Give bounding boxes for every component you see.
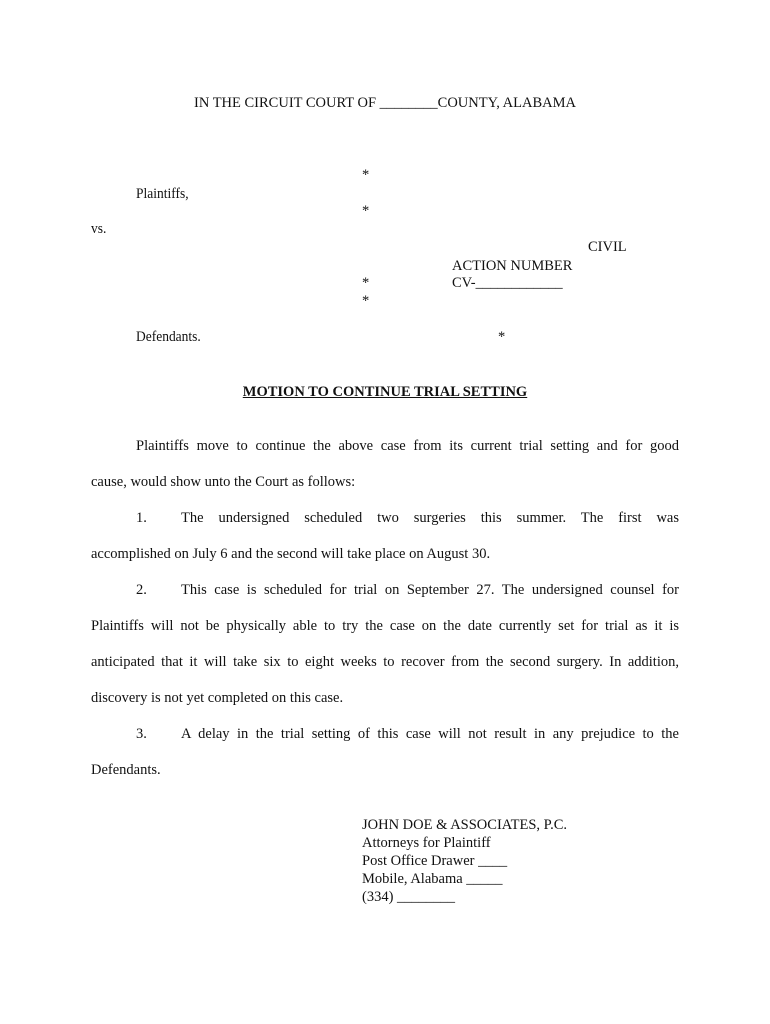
paragraph-text: accomplished on July 6 and the second will take place on August 30. [91,546,491,562]
paragraph-text: discovery is not yet completed on this case. [91,690,344,706]
versus-label: vs. [91,221,107,237]
caption-asterisk: * [362,203,370,219]
caption-asterisk: * [362,293,370,309]
caption-asterisk: * [362,167,370,183]
intro-line: cause, would show unto the Court as follows: [91,474,356,490]
caption-asterisk: * [498,329,506,345]
paragraph-number: 1. [136,510,147,526]
firm-name: JOHN DOE & ASSOCIATES, P.C. [362,817,568,833]
defendants-label: Defendants. [136,329,201,345]
court-heading: IN THE CIRCUIT COURT OF ________COUNTY, ALABAMA [194,95,576,111]
paragraph-text: anticipated that it will take six to eight weeks to recover from the second surgery. In addition, [91,654,679,670]
paragraph-text: A delay in the trial setting of this case will not result in any prejudice to the [181,726,679,742]
numbered-paragraph [91,716,679,752]
attorney-role: Attorneys for Plaintiff [362,835,491,851]
numbered-paragraph [91,500,679,536]
phone-number: (334) ________ [362,889,456,905]
paragraph-text: This case is scheduled for trial on September 27. The undersigned counsel for [181,582,679,598]
numbered-paragraph [91,572,679,608]
city-state: Mobile, Alabama _____ [362,871,503,887]
caption-asterisk: * [362,275,370,291]
paragraph-text: Defendants. [91,762,161,778]
civil-label: CIVIL [588,239,627,255]
mailing-address: Post Office Drawer ____ [362,853,508,869]
intro-line: Plaintiffs move to continue the above case from its current trial setting and for good [136,438,679,454]
motion-title: MOTION TO CONTINUE TRIAL SETTING [242,384,528,400]
case-number: CV-____________ [452,275,563,291]
paragraph-number: 2. [136,582,147,598]
plaintiffs-label: Plaintiffs, [136,186,189,202]
paragraph-text: The undersigned scheduled two surgeries this summer. The first was [181,510,679,526]
action-number-label: ACTION NUMBER [452,258,573,274]
paragraph-text: Plaintiffs will not be physically able to try the case on the date currently set for trial as it is [91,618,679,634]
paragraph-number: 3. [136,726,147,742]
